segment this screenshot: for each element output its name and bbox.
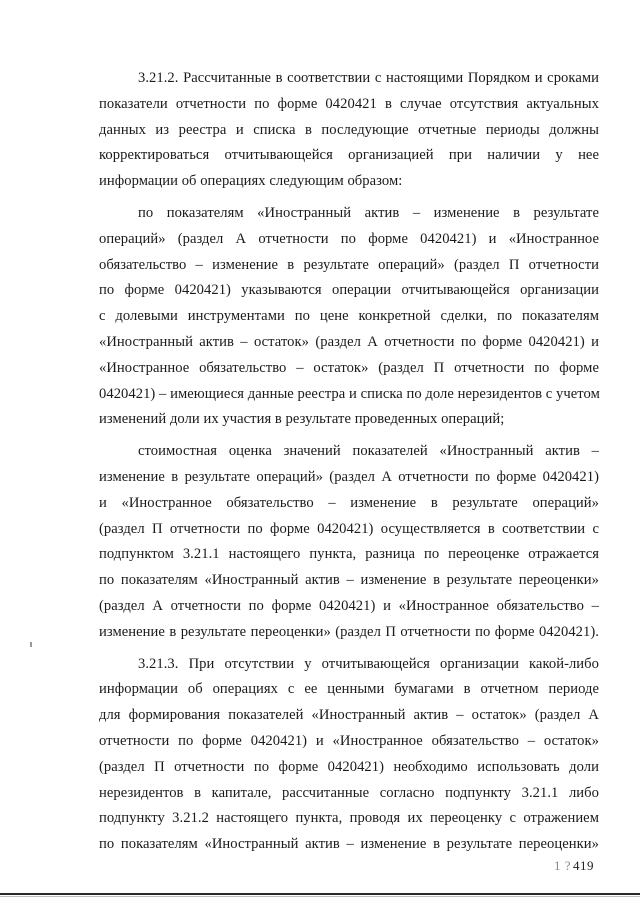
text-line: с долевыми инструментами по цене конкретной сделки, по показателям (99, 308, 599, 325)
text-line: нерезидентов в капитале, рассчитанные согласно подпункту 3.21.1 либо (99, 784, 599, 801)
text-line: (раздел П отчетности по форме 0420421) осуществляется в соответствии с (99, 520, 599, 537)
text-line: 3.21.3. При отсутствии у отчитывающейся организации какой-либо (138, 655, 599, 672)
text-line: «Иностранный актив – остаток» (раздел А отчетности по форме 0420421) и (99, 333, 599, 350)
bottom-scan-edge (0, 893, 640, 895)
text-line: изменение в результате операций» (раздел А отчетности по форме 0420421) (99, 468, 599, 485)
text-line: и «Иностранное обязательство – изменение в результате операций» (99, 494, 599, 511)
text-line: (раздел А отчетности по форме 0420421) и «Иностранное обязательство – (99, 597, 599, 614)
text-line: изменений доли их участия в результате проведенных операций; (99, 411, 505, 428)
text-line: подпункту 3.21.2 настоящего пункта, проводя их переоценку с отражением (99, 810, 599, 827)
text-line: по показателям «Иностранный актив – изменение в результате переоценки» (99, 836, 599, 853)
document-body (99, 66, 599, 858)
text-line: изменение в результате переоценки» (раздел П отчетности по форме 0420421). (99, 623, 599, 640)
text-line: показатели отчетности по форме 0420421 в случае отсутствия актуальных (99, 95, 599, 112)
text-line: информации об операциях с ее ценными бумагами в отчетном периоде (99, 681, 599, 698)
paragraph-3-21-3 (99, 652, 599, 858)
bottom-scan-edge-shadow (0, 896, 640, 897)
text-line: обязательство – изменение в результате операций» (раздел П отчетности (99, 256, 599, 273)
text-line: по показателям «Иностранный актив – изменение в результате переоценки» (99, 572, 599, 589)
page-number-prefix: 1 ? (554, 858, 572, 873)
text-line: по показателям «Иностранный актив – изменение в результате (138, 204, 599, 221)
text-line: для формирования показателей «Иностранный актив – остаток» (раздел А (99, 707, 599, 724)
text-line: отчетности по форме 0420421) и «Иностранное обязательство – остаток» (99, 732, 599, 749)
text-line: «Иностранное обязательство – остаток» (раздел П отчетности по форме (99, 359, 599, 376)
paragraph-valuation (99, 439, 599, 645)
text-line: информации об операциях следующим образом: (99, 173, 403, 190)
text-line: 0420421) – имеющиеся данные реестра и списка по доле нерезидентов с учетом (99, 385, 600, 402)
text-line: подпунктом 3.21.1 настоящего пункта, разница по переоценке отражается (99, 546, 599, 563)
text-line: стоимостная оценка значений показателей «Иностранный актив – (138, 443, 599, 460)
paragraph-3-21-2 (99, 66, 599, 195)
page-number (554, 858, 594, 874)
text-line: 3.21.2. Рассчитанные в соответствии с настоящими Порядком и сроками (138, 70, 599, 86)
scan-margin-mark (30, 642, 32, 647)
text-line: данных из реестра и списка в последующие отчетные периоды должны (99, 121, 599, 138)
page-number-value: 419 (573, 858, 595, 873)
paragraph-by-indicators (99, 201, 599, 433)
text-line: по форме 0420421) указываются операции отчитывающейся организации (99, 282, 599, 299)
text-line: (раздел П отчетности по форме 0420421) необходимо использовать доли (99, 758, 599, 775)
text-line: операций» (раздел А отчетности по форме 0420421) и «Иностранное (99, 230, 599, 247)
text-line: корректироваться отчитывающейся организацией при наличии у нее (99, 147, 599, 164)
